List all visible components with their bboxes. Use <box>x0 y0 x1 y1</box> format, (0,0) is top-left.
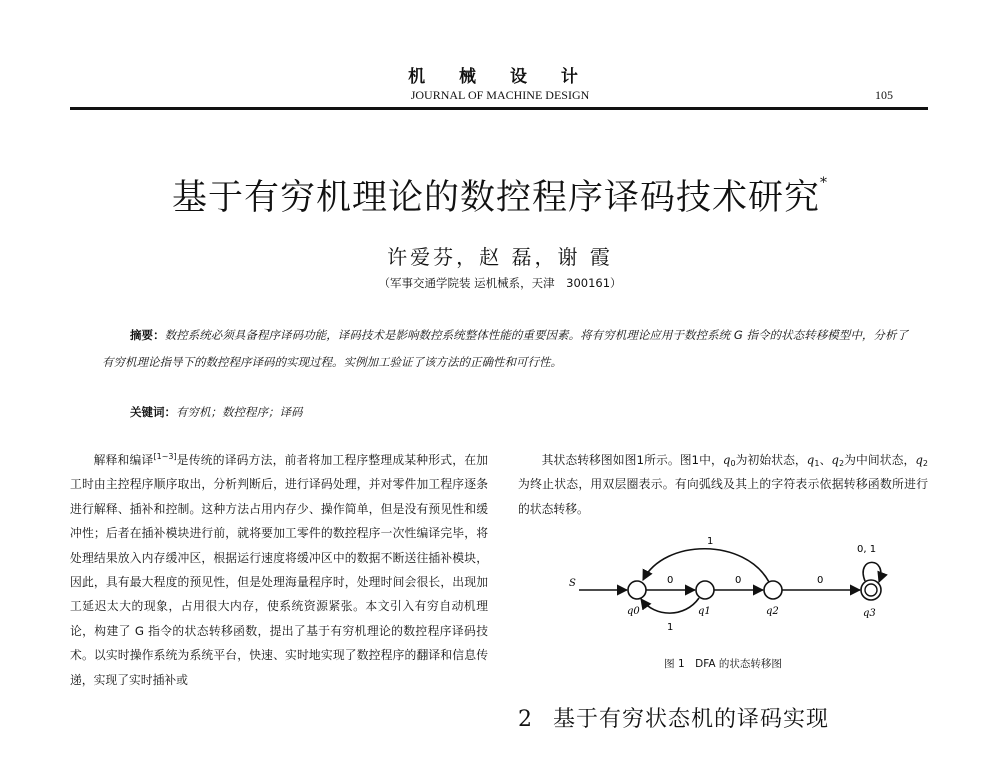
right-text-1: 其状态转移图如图1所示。图1中， <box>541 453 723 467</box>
section-number: 2 <box>518 707 533 732</box>
start-label: S <box>569 578 576 589</box>
body-left-column <box>70 448 488 692</box>
var-sub: 2 <box>838 459 845 468</box>
left-text-a: 解释和编译 <box>93 453 154 467</box>
var-sub: 1 <box>814 459 820 468</box>
keywords <box>130 404 303 420</box>
section-title: 基于有穷状态机的译码实现 <box>553 707 830 732</box>
header-rule <box>70 107 928 110</box>
right-text-3: 、 <box>819 453 832 467</box>
section-heading <box>518 702 829 733</box>
edge-label-q3-loop: 0, 1 <box>857 544 877 555</box>
right-text-2: 为初始状态， <box>735 453 807 467</box>
var-q: q <box>806 453 815 467</box>
node-label-q1: q1 <box>698 606 711 617</box>
dfa-state-diagram <box>555 526 895 646</box>
keywords-label: 关键词： <box>130 405 176 419</box>
right-text-4: 为中间状态， <box>844 453 916 467</box>
title-footnote-mark: * <box>820 175 828 191</box>
page-number: 105 <box>875 88 893 102</box>
body-right-column <box>518 448 928 521</box>
var-sub: 0 <box>730 459 736 468</box>
journal-name-cn: 机 械 设 计 <box>408 67 592 87</box>
edge-label-q1-q2: 0 <box>735 575 742 586</box>
edge-label-q2-q0: 1 <box>707 536 714 547</box>
authors: 许爱芬，赵 磊，谢 霞 <box>387 245 613 269</box>
affiliation: （军事交通学院装 运机械系，天津 300161） <box>378 276 622 290</box>
title-text: 基于有穷机理论的数控程序译码技术研究 <box>171 178 820 218</box>
state-node-q0 <box>628 581 646 599</box>
var-q: q <box>831 453 839 467</box>
left-text-b: 是传统的译码方法，前者将加工程序整理成某种形式，在加工时由主控程序顺序取出，分析判断后，进行译码处理，并对零件加工程序逐条进行解释、插补和控制。这种方法占用内存少、操作简单，但是没有预见性和缓冲性；后者在插补模块进行前，就将要加工零件的数控程序一次性编译完毕，将处理结果放入内存缓冲区，根据运行速度将缓冲区中的数据不断送往插补模块，因此，具有最大程度的预见性，但是处理海量程序时，处理时间会很长，出现加工延迟太大的现象，占用很大内存，使系统资源紧张。本文引入有穷自动机理论，构建了 G 指令的状态转移函数，提出了基于有穷机理论的数控程序译码技术。以实时操作系统为系统平台，快速、实时地实现了数控程序的翻译和信息传递，实现了实时插补或 <box>70 453 488 687</box>
edge-q2-q0 <box>643 549 769 582</box>
keywords-text: 有穷机；数控程序；译码 <box>176 405 303 419</box>
right-text-5: 为终止状态，用双层圈表示。有向弧线及其上的字符表示依据转移函数所进行的状态转移。 <box>518 477 928 516</box>
var-q: q <box>722 453 731 467</box>
var-sub: 2 <box>922 459 928 468</box>
node-label-q0: q0 <box>627 606 640 617</box>
edge-q1-q0 <box>641 598 699 613</box>
state-node-q2 <box>764 581 782 599</box>
edge-label-q1-q0: 1 <box>667 622 674 633</box>
edge-q3-loop <box>863 562 881 582</box>
edge-label-q0-q1: 0 <box>667 575 674 586</box>
state-node-q1 <box>696 581 714 599</box>
article-title <box>0 170 1000 220</box>
node-label-q2: q2 <box>766 606 779 617</box>
abstract <box>102 322 908 376</box>
citation-ref: [1~3] <box>153 452 177 461</box>
figure-caption: 图 1 DFA 的状态转移图 <box>664 658 782 670</box>
node-label-q3: q3 <box>863 608 876 619</box>
edge-label-q2-q3: 0 <box>817 575 824 586</box>
state-node-q3-outer <box>861 580 881 600</box>
abstract-label: 摘要： <box>130 328 165 342</box>
abstract-text: 数控系统必须具备程序译码功能，译码技术是影响数控系统整体性能的重要因素。将有穷机理论应用于数控系统 G 指令的状态转移模型中，分析了有穷机理论指导下的数控程序译码的实现过程。实例加工验证了该方法的正确性和可行性。 <box>102 328 908 369</box>
journal-name-en: JOURNAL OF MACHINE DESIGN <box>410 88 590 102</box>
var-q: q <box>915 453 923 467</box>
